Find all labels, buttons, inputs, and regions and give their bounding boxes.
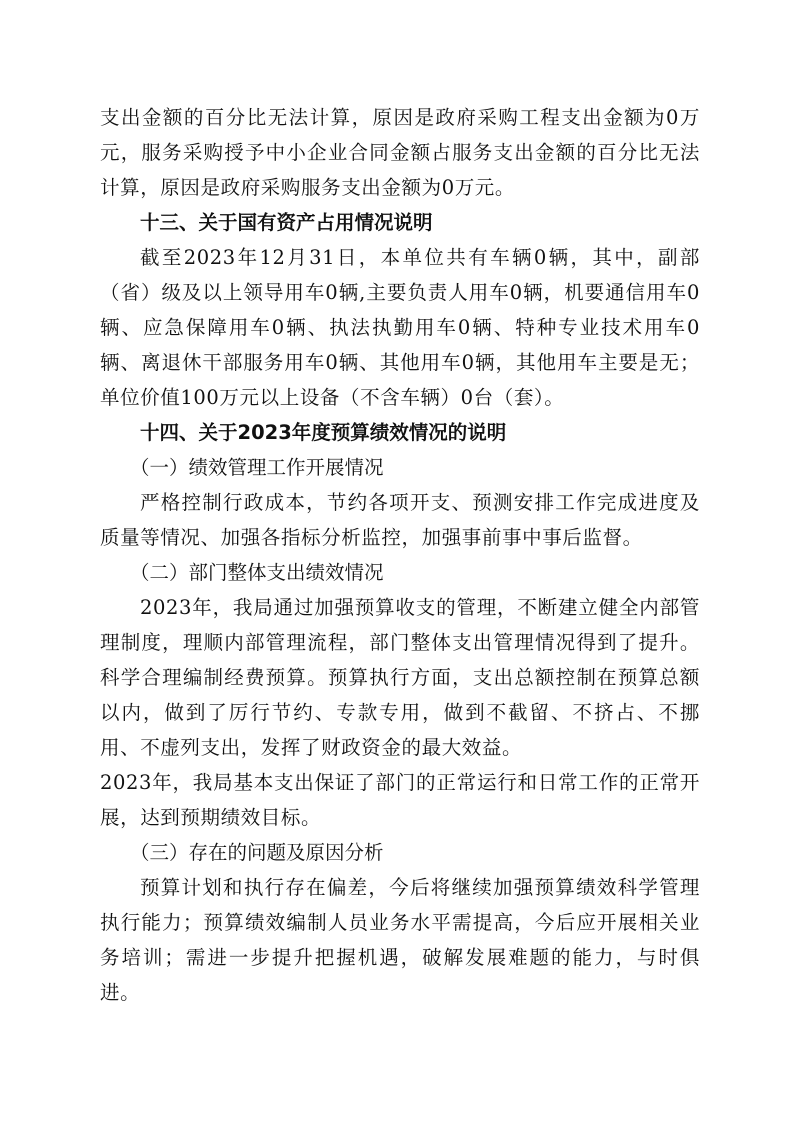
subheading-overall-expenditure: （二）部门整体支出绩效情况	[130, 561, 384, 584]
section-heading-13: 十三、关于国有资产占用情况说明	[140, 211, 433, 234]
subheading-problems: （三）存在的问题及原因分析	[130, 841, 384, 864]
paragraph-procurement-continued: 支出金额的百分比无法计算，原因是政府采购工程支出金额为0万元，服务采购授予中小企业合同金额占服务支出金额的百分比无法计算，原因是政府采购服务支出金额为0万元。	[100, 106, 700, 199]
paragraph-overall-expenditure: 2023年，我局通过加强预算收支的管理，不断建立健全内部管理制度，理顺内部管理流程，部门整体支出管理情况得到了提升。科学合理编制经费预算。预算执行方面，支出总额控制在预算总额以内，做到了厉行节约、专款专用，做到不截留、不挤占、不挪用、不虚列支出，发挥了财政资金的最大效益。	[100, 596, 700, 759]
paragraph-performance-management: 严格控制行政成本，节约各项开支、预测安排工作完成进度及质量等情况、加强各指标分析监控，加强事前事中事后监督。	[100, 491, 700, 549]
paragraph-basic-expenditure: 2023年，我局基本支出保证了部门的正常运行和日常工作的正常开展，达到预期绩效目标。	[100, 771, 700, 829]
document-page	[100, 100, 700, 1010]
subheading-performance-management: （一）绩效管理工作开展情况	[130, 456, 384, 479]
paragraph-problems: 预算计划和执行存在偏差，今后将继续加强预算绩效科学管理执行能力；预算绩效编制人员业务水平需提高，今后应开展相关业务培训；需进一步提升把握机遇，破解发展难题的能力，与时俱进。	[100, 876, 700, 1004]
paragraph-state-assets: 截至2023年12月31日，本单位共有车辆0辆，其中，副部（省）级及以上领导用车0辆,主要负责人用车0辆，机要通信用车0辆、应急保障用车0辆、执法执勤用车0辆、特种专业技术用车0辆、离退休干部服务用车0辆、其他用车0辆，其他用车主要是无；单位价值100万元以上设备（不含车辆）0台（套）。	[100, 246, 700, 409]
section-heading-14: 十四、关于2023年度预算绩效情况的说明	[140, 421, 507, 444]
